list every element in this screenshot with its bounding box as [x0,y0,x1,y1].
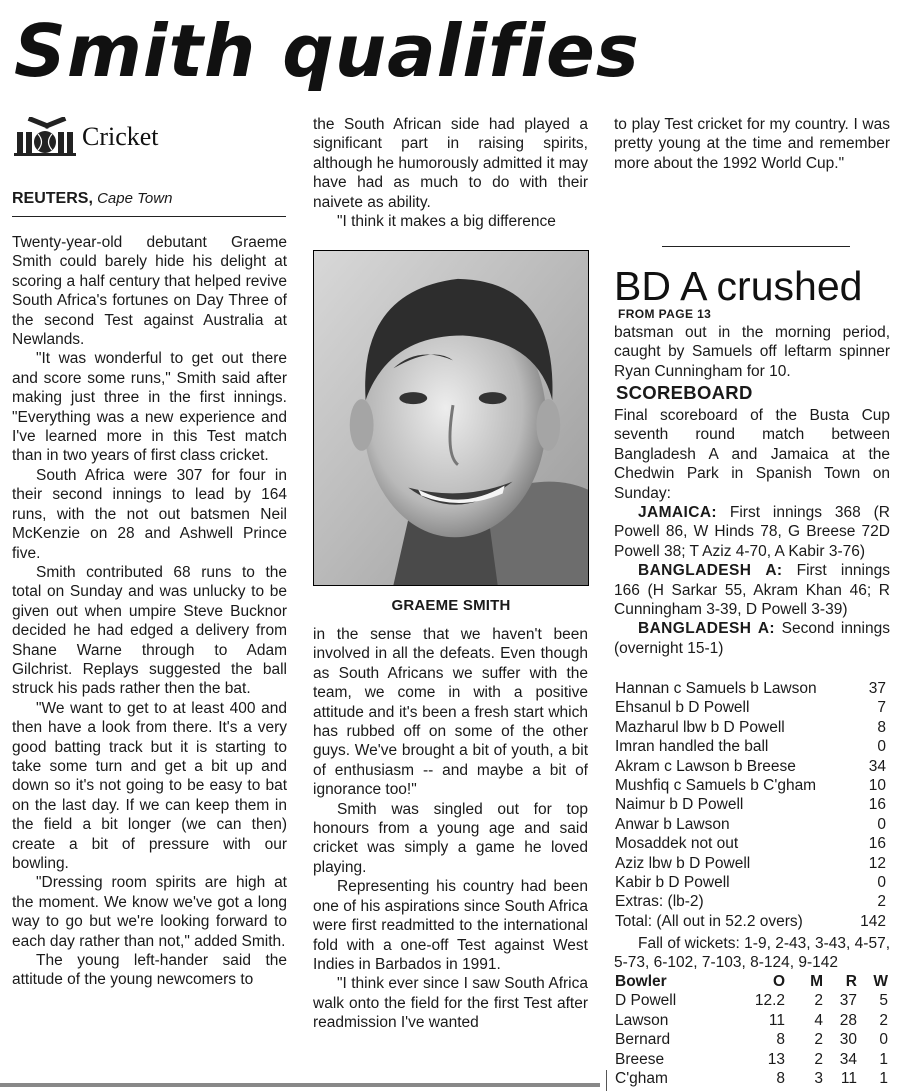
scoreboard-heading: SCOREBOARD [616,382,753,403]
paragraph: The young left-hander said the attitude of the young newcomers to [12,952,287,989]
bowler: D Powell [615,992,677,1010]
overs: 12.2 [754,992,785,1010]
wickets: 0 [879,1031,888,1049]
cricket-icon [14,117,76,157]
paragraph: South Africa were 307 for four in their second innings to lead by 164 runs, with the not out batsmen Neil McKenzie on 28 and Ashwell Prince five. [12,466,287,562]
batsman: Kabir b D Powell [615,873,730,891]
story-divider [662,246,850,247]
bowler: Breese [615,1050,665,1068]
batsman: Aziz lbw b D Powell [615,854,751,872]
story-lead [614,323,890,381]
article-column-1 [12,233,287,990]
header-overs: O [772,973,785,990]
header-wickets: W [873,973,888,990]
section-label: Cricket [82,122,159,151]
batting-row [615,718,886,737]
portrait-image [314,251,588,585]
batting-row [615,737,886,756]
runs: 37 [868,680,886,697]
runs: 0 [877,815,886,833]
extras-label: Extras: (lb-2) [615,893,704,911]
bowling-row [615,1050,888,1069]
batting-row [615,834,886,853]
maidens: 3 [814,1070,823,1088]
scoreboard-summary [614,406,890,658]
page-bottom-rule [0,1083,600,1087]
batting-row [615,873,886,892]
maidens: 4 [814,1011,823,1029]
section-tag [14,117,159,157]
batsman: Anwar b Lawson [615,815,730,833]
wickets: 1 [879,1070,888,1088]
scoreboard-intro: Final scoreboard of the Busta Cup seventh round match between Bangladesh A and Jamaica at the Chedwin Park in Spanish Town on Sunday: [614,407,890,502]
runs-conceded: 28 [839,1011,857,1029]
header-runs: R [845,973,857,990]
total-label: Total: (All out in 52.2 overs) [615,912,803,930]
fall-of-wickets: Fall of wickets: 1-9, 2-43, 3-43, 4-57, 5-73, 6-102, 7-103, 8-124, 9-142 [614,935,890,972]
batting-row [615,698,886,717]
runs: 0 [877,873,886,891]
photo-caption: GRAEME SMITH [391,597,511,614]
batsman: Ehsanul b D Powell [615,699,750,717]
runs-conceded: 34 [839,1050,857,1068]
team-label: BANGLADESH A: [638,562,783,580]
runs: 16 [868,835,886,853]
team-label: BANGLADESH A: [638,620,775,638]
paragraph: "Dressing room spirits are high at the moment. We know we've got a long way to go but we're looking forward to each day rather than not," added Smith. [12,874,287,950]
overs: 8 [776,1031,785,1049]
batsman: Akram c Lawson b Breese [615,757,796,775]
overs: 13 [767,1050,785,1068]
bangladesh-second-innings [614,619,890,658]
headline: Smith qualifies [14,9,640,93]
batting-row [615,679,886,698]
story-headline: BD A crushed [614,263,863,309]
bowling-row [615,1030,888,1049]
continued-from: FROM PAGE 13 [618,307,712,321]
batsman: Mushfiq c Samuels b C'gham [615,776,817,794]
column-divider [606,1070,607,1091]
paragraph: "It was wonderful to get out there and score some runs," Smith said after making just three in the first innings. "Everything was a new experience and I've learned more in this Test match than in two years of first class cricket. [12,350,287,465]
paragraph: Smith contributed 68 runs to the total on Sunday and was unlucky to be given out when umpire Steve Bucknor decided he had edged a delivery from Shane Warne through to Adam Gilchrist. Replays suggested the ball struck his pads rather then the bat. [12,563,287,698]
byline-agency: REUTERS, [12,190,93,207]
article-column-2-top [313,115,588,231]
batsman: Naimur b D Powell [615,796,744,814]
batting-row [615,795,886,814]
runs: 16 [868,796,886,814]
runs: 7 [877,699,886,717]
bowler: Bernard [615,1031,671,1049]
bowler: C'gham [615,1070,668,1088]
bowler: Lawson [615,1011,669,1029]
player-photo [313,250,589,586]
batting-row [615,757,886,776]
article-column-2-bottom [313,625,588,1033]
overs: 11 [768,1011,785,1029]
innings-text: First innings 166 (H Sarkar 55, Akram Khan 46; R Cunningham 3-39, D Powell 3-39) [614,562,890,619]
maidens: 2 [814,1031,823,1049]
bowling-card [615,972,888,1088]
runs: 0 [877,738,886,756]
batsman: Hannan c Samuels b Lawson [615,680,817,697]
batting-row [615,776,886,795]
total-row [615,912,886,931]
byline-divider [12,216,286,217]
paragraph: "I think ever since I saw South Africa walk onto the field for the first Test after readmission I've wanted [313,975,588,1032]
runs: 8 [877,718,886,736]
bowling-row [615,991,888,1010]
byline [12,190,172,208]
batsman: Mazharul lbw b D Powell [615,718,785,736]
batting-card [615,679,886,931]
paragraph: to play Test cricket for my country. I was pretty young at the time and remember more about the 1992 World Cup." [614,116,890,172]
wickets: 5 [879,992,888,1010]
jamaica-innings [614,503,890,561]
runs: 2 [877,893,886,911]
wickets: 1 [879,1050,888,1068]
paragraph: "I think it makes a big difference [337,213,556,231]
maidens: 2 [814,1050,823,1068]
overs: 8 [776,1070,785,1088]
paragraph: Representing his country had been one of his aspirations since South Africa were first readmitted to the international fold with a one-off Test against West Indies in Barbados in 1991. [313,878,588,973]
batting-row [615,854,886,873]
runs-conceded: 37 [839,992,857,1010]
header-maidens: M [810,973,823,990]
runs: 12 [868,854,886,872]
bangladesh-first-innings [614,561,890,619]
header-bowler: Bowler [615,973,667,990]
runs: 142 [860,912,886,930]
article-column-3-top [614,115,890,173]
wickets: 2 [879,1011,888,1029]
batsman: Mosaddek not out [615,835,739,853]
paragraph: batsman out in the morning period, caught by Samuels off leftarm spinner Ryan Cunningham for 10. [614,324,890,380]
paragraph: the South African side had played a significant part in raising spirits, although he humorously admitted it may have had as much to do with their naivete as ability. [313,116,588,211]
paragraph: "We want to get to at least 400 and then have a look from there. It's a very good batting track but it is starting to take some turn and get a bit up and down so it's not going to be easy to bat on the last day. If we can keep them in the field a bit longer (we can then) create a bit of pressure with our bowling. [12,699,287,872]
bowling-header-row [615,972,888,991]
byline-place: Cape Town [97,190,173,207]
paragraph: in the sense that we haven't been involved in all the defeats. Even though as South Africans we suffer with the team, we come in with a positive attitude and it's been a fresh start which has rubbed off on some of the other guys. We've brought a bit of youth, a bit of enthusiasm -- and maybe a bit of ignorance too!" [313,626,588,799]
runs-conceded: 30 [839,1031,857,1049]
innings-text: Second innings (overnight 15-1) [614,620,890,657]
extras-row [615,892,886,911]
maidens: 2 [814,992,823,1010]
team-label: JAMAICA: [638,504,717,522]
paragraph: Smith was singled out for top honours from a young age and said cricket was simply a game he loved playing. [313,800,588,876]
batsman: Imran handled the ball [615,738,769,756]
innings-text: First innings 368 (R Powell 86, W Hinds 78, G Breese 72D Powell 38; T Aziz 4-70, A Kabir 3-76) [614,504,890,560]
runs: 10 [868,776,886,794]
runs: 34 [868,757,886,775]
runs-conceded: 11 [840,1070,857,1088]
batting-row [615,815,886,834]
bowling-row [615,1011,888,1030]
bowling-row [615,1069,888,1088]
paragraph: Twenty-year-old debutant Graeme Smith could barely hide his delight at scoring a half century that helped revive South Africa's fortunes on Day Three of the second Test against Australia at Newlands. [12,234,287,349]
